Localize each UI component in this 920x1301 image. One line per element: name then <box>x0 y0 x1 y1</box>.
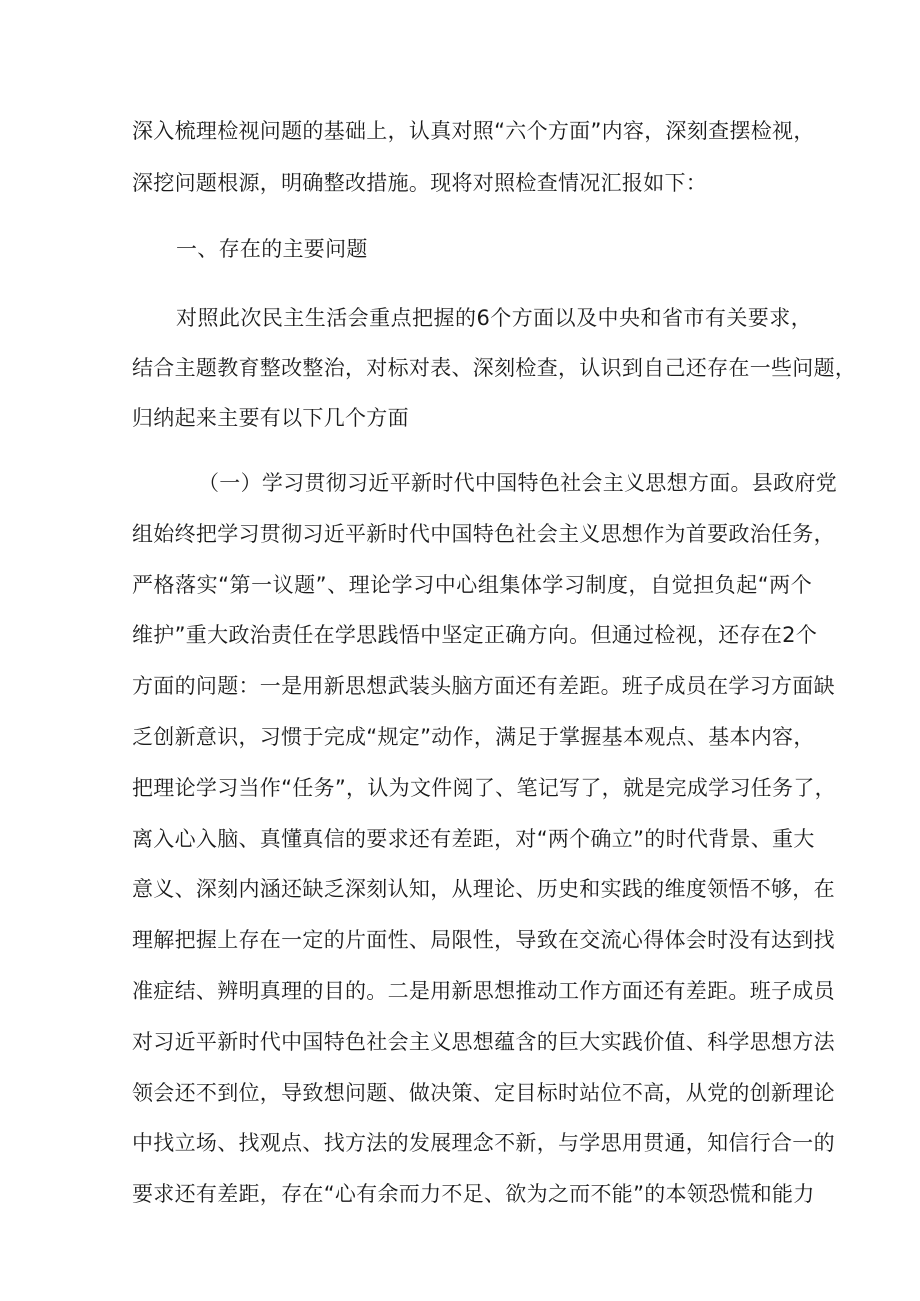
intro-line-1: 深入梳理检视问题的基础上，认真对照“六个方面”内容，深刻查摆检视， <box>132 119 815 143</box>
para2-line-2: 组始终把学习贯彻习近平新时代中国特色社会主义思想作为首要政治任务， <box>132 522 835 546</box>
para2-line-15: 要求还有差距，存在“心有余而力不足、欲为之而不能”的本领恐慌和能力 <box>132 1182 815 1206</box>
para2-line-7: 把理论学习当作“任务”，认为文件阅了、笔记写了，就是完成学习任务了， <box>132 776 836 800</box>
para2-line-8: 离入心入脑、真懂真信的要求还有差距，对“两个确立”的时代背景、重大 <box>132 827 815 851</box>
section-heading: 一、存在的主要问题 <box>176 237 368 261</box>
para2-line-10: 理解把握上存在一定的片面性、局限性，导致在交流心得体会时没有达到找 <box>132 928 835 952</box>
para2-line-4: 维护”重大政治责任在学思践悟中坚定正确方向。但通过检视，还存在2个 <box>132 623 818 647</box>
para2-line-9: 意义、深刻内涵还缺乏深刻认知，从理论、历史和实践的维度领悟不够，在 <box>132 877 835 901</box>
para1-line-1: 对照此次民主生活会重点把握的6个方面以及中央和省市有关要求， <box>176 306 812 330</box>
para1-line-2: 结合主题教育整改整治，对标对表、深刻检查，认识到自己还存在一些问题， <box>132 356 857 380</box>
intro-line-2: 深挖问题根源，明确整改措施。现将对照检查情况汇报如下： <box>132 171 708 195</box>
para2-line-1: （一）学习贯彻习近平新时代中国特色社会主义思想方面。县政府党 <box>198 471 837 495</box>
para2-line-12: 对习近平新时代中国特色社会主义思想蕴含的巨大实践价值、科学思想方法 <box>132 1030 835 1054</box>
para2-line-5: 方面的问题：一是用新思想武装头脑方面还有差距。班子成员在学习方面缺 <box>132 674 835 698</box>
para2-line-13: 领会还不到位，导致想问题、做决策、定目标时站位不高，从党的创新理论 <box>132 1081 835 1105</box>
para1-line-3: 归纳起来主要有以下几个方面 <box>132 406 409 430</box>
para2-line-3: 严格落实“第一议题”、理论学习中心组集体学习制度，自觉担负起“两个 <box>132 573 812 597</box>
para2-line-14: 中找立场、找观点、找方法的发展理念不新，与学思用贯通，知信行合一的 <box>132 1131 835 1155</box>
para2-line-6: 乏创新意识，习惯于完成“规定”动作，满足于掌握基本观点、基本内容， <box>132 725 815 749</box>
para2-line-11: 准症结、辨明真理的目的。二是用新思想推动工作方面还有差距。班子成员 <box>132 979 835 1003</box>
